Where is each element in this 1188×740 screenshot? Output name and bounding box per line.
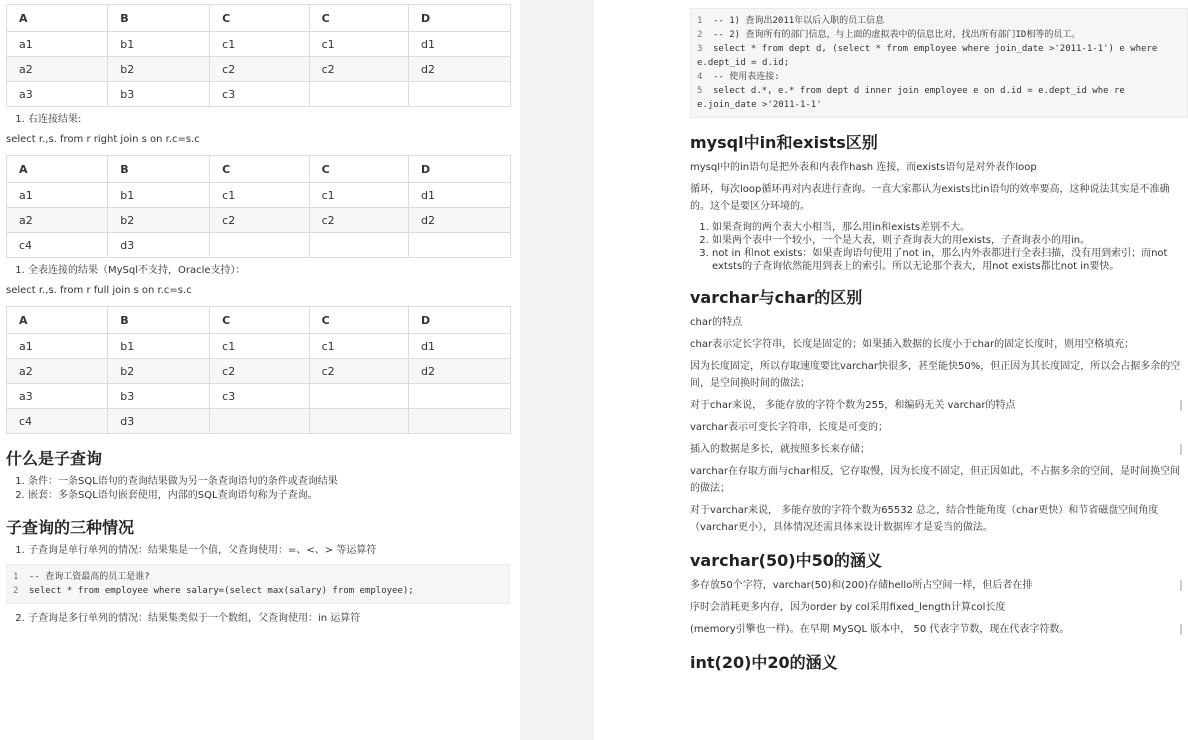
- table-cell: [210, 233, 309, 258]
- line-number: 1: [13, 572, 19, 582]
- list-item: 1. 条件：一条SQL语句的查询结果做为另一条查询语句的条件或查询结果: [28, 475, 510, 489]
- table-cell: [210, 409, 309, 434]
- table-cell: c2: [309, 208, 408, 233]
- code-block-top: 1 -- 1) 查询出2011年以后入职的员工信息 2 -- 2) 查询所有的部门信息，与上面的虚拟表中的信息比对，找出所有部门ID相等的员工。 3 select * from dept d, (select * from employee where join_date >'2011-1-1') e where e.dept_id = d.id; 4 -- 使用表连接: 5 select d.*, e.* from dept d inner join employee e on d.id = e.dept_id whe re e.join_date >'2011-1-1': [690, 8, 1188, 118]
- paragraph: 多存放50个字符，varchar(50)和(200)存储hello所占空间一样，但后者在排: [690, 577, 1182, 594]
- table-cell: a2: [7, 208, 108, 233]
- table-cell: b2: [108, 57, 210, 82]
- table-header-row: [7, 156, 511, 183]
- paragraph: 对于varchar来说， 多能存放的字符个数为65532 总之，结合性能角度（char更快）和节省磁盘空间角度（varchar更小），具体情况还需具体来设计数据库才是妥当的做法。: [690, 505, 1159, 533]
- column-header: D: [409, 5, 511, 32]
- full-join-sql: select r.,s. from r full join s on r.c=s.c: [6, 285, 192, 296]
- table-cell: c2: [309, 359, 408, 384]
- table-cell: d3: [108, 409, 210, 434]
- paragraph: varchar在存取方面与char相反，它存取慢，因为长度不固定，但正因如此，不占据多余的空间，是时间换空间的做法；: [690, 466, 1181, 494]
- table-row: [7, 359, 511, 384]
- table-row: [7, 208, 511, 233]
- margin-marker: [1180, 624, 1182, 635]
- table-cell: a1: [7, 334, 108, 359]
- table-row: [7, 82, 511, 107]
- column-header: B: [108, 156, 210, 183]
- column-header: C: [210, 307, 309, 334]
- code-line: -- 2) 查询所有的部门信息，与上面的虚拟表中的信息比对，找出所有部门ID相等的员工。: [713, 30, 1081, 40]
- code-line: select * from dept d, (select * from employee where join_date >'2011-1-1') e where e.dept_id = d.id;: [697, 44, 1163, 68]
- right-join-list: [6, 113, 510, 127]
- list-item: 1. 全表连接的结果（MySql不支持，Oracle支持）：: [28, 264, 510, 278]
- table-cell: [409, 82, 511, 107]
- paragraph: char表示定长字符串，长度是固定的；如果插入数据的长度小于char的固定长度时，则用空格填充；: [690, 339, 1135, 350]
- code-line: select * from employee where salary=(select max(salary) from employee);: [29, 586, 414, 596]
- table-cell: d3: [108, 233, 210, 258]
- column-header: D: [409, 307, 511, 334]
- subquery-heading: 什么是子查询: [6, 449, 103, 468]
- table-cell: [309, 233, 408, 258]
- code-line: -- 查询工资最高的员工是谁?: [29, 572, 150, 582]
- table-cell: [409, 409, 511, 434]
- margin-marker: [1180, 444, 1182, 455]
- join-table-2: [6, 155, 511, 258]
- table-cell: c4: [7, 233, 108, 258]
- table-cell: a3: [7, 384, 108, 409]
- margin-marker: [1180, 400, 1182, 411]
- table-cell: [309, 409, 408, 434]
- paragraph: 因为长度固定，所以存取速度要比varchar快很多，甚至能快50%，但正因为其长度固定，所以会占据多余的空间，是空间换时间的做法；: [690, 361, 1181, 389]
- column-header: D: [409, 156, 511, 183]
- table-cell: a1: [7, 183, 108, 208]
- table-cell: a2: [7, 57, 108, 82]
- table-cell: [309, 384, 408, 409]
- paragraph: mysql中的in语句是把外表和内表作hash 连接，而exists语句是对外表作loop: [690, 162, 1037, 173]
- margin-marker: [1180, 580, 1182, 591]
- code-line: -- 使用表连接:: [713, 72, 780, 82]
- column-header: B: [108, 307, 210, 334]
- table-row: [7, 183, 511, 208]
- paragraph: char的特点: [690, 317, 743, 328]
- table-cell: b1: [108, 32, 210, 57]
- table-cell: d1: [409, 183, 511, 208]
- table-cell: [409, 384, 511, 409]
- table-row: [7, 57, 511, 82]
- list-item: 2. 如果两个表中一个较小，一个是大表，则子查询表大的用exists，子查询表小的用in。: [712, 234, 1188, 247]
- column-header: C: [309, 156, 408, 183]
- case1-list: [6, 544, 510, 558]
- join-table-3: [6, 306, 511, 434]
- table-cell: c4: [7, 409, 108, 434]
- table-cell: b2: [108, 359, 210, 384]
- column-header: A: [7, 5, 108, 32]
- table-row: [7, 409, 511, 434]
- column-header: C: [309, 5, 408, 32]
- table-cell: c1: [210, 183, 309, 208]
- column-header: A: [7, 156, 108, 183]
- three-cases-heading: 子查询的三种情况: [6, 518, 135, 537]
- paragraph: (memory引擎也一样)。在早期 MySQL 版本中， 50 代表字节数，现在代表字符数。: [690, 621, 1182, 638]
- list-item: 1. 子查询是单行单列的情况：结果集是一个值，父查询使用：=、<、> 等运算符: [28, 544, 510, 558]
- table-cell: b3: [108, 82, 210, 107]
- table-cell: c1: [210, 334, 309, 359]
- varchar50-heading: varchar(50)中50的涵义: [690, 551, 882, 570]
- table-row: [7, 233, 511, 258]
- table-cell: c2: [210, 359, 309, 384]
- table-cell: c2: [210, 208, 309, 233]
- table-cell: [409, 233, 511, 258]
- table-cell: d2: [409, 359, 511, 384]
- right-join-sql: select r.,s. from r right join s on r.c=s.c: [6, 134, 200, 145]
- column-header: C: [309, 307, 408, 334]
- paragraph: varchar表示可变长字符串，长度是可变的；: [690, 422, 889, 433]
- table-cell: [309, 82, 408, 107]
- table-cell: d1: [409, 334, 511, 359]
- list-item: 1. 如果查询的两个表大小相当，那么用in和exists差别不大。: [712, 221, 1188, 234]
- code-block-1: [6, 564, 510, 604]
- table-cell: c2: [210, 57, 309, 82]
- subquery-list: [6, 475, 510, 503]
- list-item: 1. 右连接结果:: [28, 113, 510, 127]
- list-item: 3. not in 和not exists：如果查询语句使用了not in，那么内外表都进行全表扫描，没有用到索引；而not extsts的子查询依然能用到表上的索引。所以无论那个表大，用not exists都比not in要快。: [712, 247, 1188, 273]
- left-page: [0, 0, 520, 740]
- table-cell: c2: [309, 57, 408, 82]
- code-line: -- 1) 查询出2011年以后入职的员工信息: [713, 16, 885, 26]
- table-cell: b3: [108, 384, 210, 409]
- table-cell: c1: [210, 32, 309, 57]
- table-header-row: [7, 307, 511, 334]
- table-cell: b1: [108, 334, 210, 359]
- table-cell: a2: [7, 359, 108, 384]
- table-cell: c3: [210, 384, 309, 409]
- table-row: [7, 384, 511, 409]
- table-row: [7, 32, 511, 57]
- column-header: A: [7, 307, 108, 334]
- column-header: C: [210, 156, 309, 183]
- column-header: B: [108, 5, 210, 32]
- table-cell: d2: [409, 57, 511, 82]
- column-header: C: [210, 5, 309, 32]
- line-number: 2: [13, 586, 19, 596]
- table-cell: a3: [7, 82, 108, 107]
- table-cell: b2: [108, 208, 210, 233]
- table-row: [7, 334, 511, 359]
- table-cell: c1: [309, 32, 408, 57]
- list-item: 2. 子查询是多行单列的情况：结果集类似于一个数组，父查询使用：in 运算符: [28, 612, 510, 626]
- code-line: select d.*, e.* from dept d inner join employee e on d.id = e.dept_id whe re e.join_date >'2011-1-1': [697, 86, 1131, 110]
- paragraph: 对于char来说， 多能存放的字符个数为255，和编码无关 varchar的特点: [690, 397, 1182, 414]
- paragraph: 插入的数据是多长，就按照多长来存储；: [690, 441, 1182, 458]
- table-cell: a1: [7, 32, 108, 57]
- in-exists-heading: mysql中in和exists区别: [690, 133, 878, 152]
- table-cell: c1: [309, 334, 408, 359]
- varchar-char-heading: varchar与char的区别: [690, 288, 863, 307]
- in-exists-list: [690, 221, 1188, 273]
- list-item: 2. 嵌套：多条SQL语句嵌套使用，内部的SQL查询语句称为子查询。: [28, 489, 510, 503]
- table-cell: c3: [210, 82, 309, 107]
- right-page: [594, 0, 1188, 740]
- full-join-list: [6, 264, 510, 278]
- case2-list: [6, 612, 510, 626]
- table-cell: b1: [108, 183, 210, 208]
- table-cell: c1: [309, 183, 408, 208]
- int20-heading: int(20)中20的涵义: [690, 653, 838, 672]
- paragraph: 序时会消耗更多内存，因为order by col采用fixed_length计算col长度: [690, 602, 1006, 613]
- table-header-row: [7, 5, 511, 32]
- table-cell: d2: [409, 208, 511, 233]
- paragraph: 循环，每次loop循环再对内表进行查询。一直大家都认为exists比in语句的效率要高，这种说法其实是不准确的。这个是要区分环境的。: [690, 184, 1170, 212]
- join-table-1: [6, 4, 511, 107]
- table-cell: d1: [409, 32, 511, 57]
